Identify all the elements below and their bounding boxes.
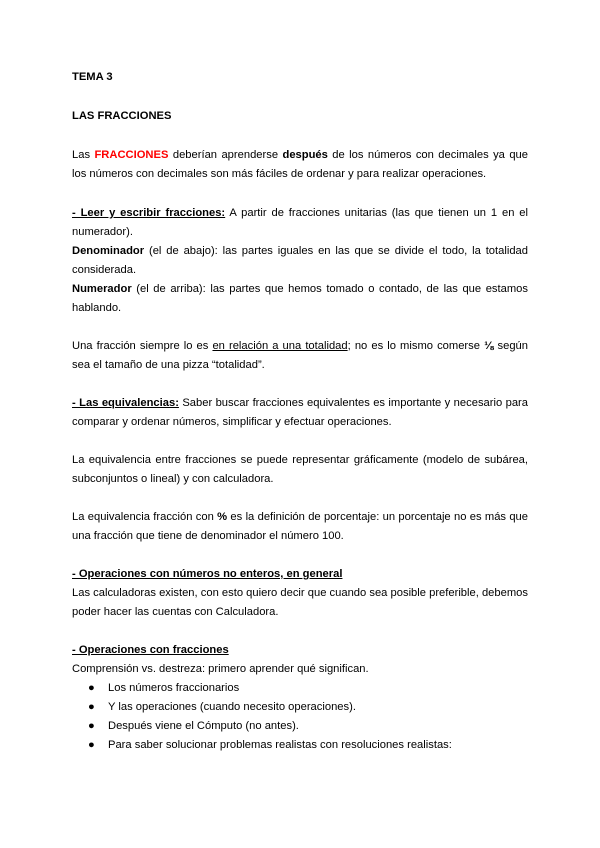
fracciones-highlight: FRACCIONES <box>94 149 169 161</box>
ops-fracciones-list <box>72 679 528 755</box>
numerador-term: Numerador <box>72 283 132 295</box>
numerador-text: (el de arriba): las partes que hemos tomado o contado, de las que estamos hablando. <box>72 283 528 314</box>
percent-symbol: % <box>217 511 228 523</box>
one-eighth-fraction: ⅛ <box>484 340 494 352</box>
equivalencia-grafica-paragraph: La equivalencia entre fracciones se puede representar gráficamente (modelo de subárea, subconjuntos o lineal) y con calculadora. <box>72 454 528 485</box>
leer-text: A partir de fracciones unitarias (las que tienen un 1 en el numerador). <box>72 207 528 238</box>
porcentaje-text-2: es la definición de porcentaje: un porcentaje no es más que una fracción que tiene de denominador el número 100. <box>72 511 528 542</box>
ops-fracciones-text: Comprensión vs. destreza: primero aprender qué significan. <box>72 663 369 675</box>
equivalencias-paragraph <box>72 394 528 432</box>
list-item <box>72 679 528 698</box>
intro-text-3: de los números con decimales ya que los números con decimales son más fáciles de ordenar y para realizar operaciones. <box>72 149 528 180</box>
ops-fracciones-heading <box>72 641 528 660</box>
equivalencias-heading: - Las equivalencias: <box>72 397 179 409</box>
porcentaje-text-1: La equivalencia fracción con <box>72 511 218 523</box>
relacion-underlined: en relación a una totalidad <box>212 340 348 352</box>
intro-text-1: Las <box>72 149 95 161</box>
intro-text-2: deberían aprenderse <box>168 149 283 161</box>
section-title: LAS FRACCIONES <box>72 110 172 122</box>
despues-bold: después <box>282 149 328 161</box>
ops-general-heading <box>72 565 528 584</box>
ops-general-text: Las calculadoras existen, con esto quiero decir que cuando sea posible preferible, debemos poder hacer las cuentas con Calculadora. <box>72 587 528 618</box>
numerador-paragraph <box>72 280 528 318</box>
list-item-text: Los números fraccionarios <box>108 682 240 694</box>
bullet-icon: ● <box>88 701 95 713</box>
porcentaje-paragraph <box>72 508 528 546</box>
list-item-text: Y las operaciones (cuando necesito operaciones). <box>108 701 356 713</box>
relacion-text-2: ; no es lo mismo comerse <box>347 340 485 352</box>
intro-paragraph <box>72 146 528 184</box>
section-number: TEMA 3 <box>72 71 113 83</box>
denominador-term: Denominador <box>72 245 145 257</box>
equivalencias-text: Saber buscar fracciones equivalentes es importante y necesario para comparar y ordenar números, simplificar y efectuar operaciones. <box>72 397 528 428</box>
list-item-text: Después viene el Cómputo (no antes). <box>108 720 299 732</box>
ops-fracciones-heading-text: - Operaciones con fracciones <box>72 644 229 656</box>
denominador-paragraph <box>72 242 528 280</box>
ops-general-heading-text: - Operaciones con números no enteros, en general <box>72 568 343 580</box>
list-item <box>72 736 528 755</box>
bullet-icon: ● <box>88 739 95 751</box>
denominador-text: (el de abajo): las partes iguales en las que se divide el todo, la totalidad considerada. <box>72 245 528 276</box>
list-item-text: Para saber solucionar problemas realistas con resoluciones realistas: <box>108 739 452 751</box>
relacion-text-1: Una fracción siempre lo es <box>72 340 213 352</box>
bullet-icon: ● <box>88 720 95 732</box>
relacion-paragraph <box>72 337 528 375</box>
list-item <box>72 717 528 736</box>
leer-paragraph <box>72 204 528 242</box>
relacion-text-3: según sea el tamaño de una pizza “totalidad”. <box>72 340 528 371</box>
leer-heading: - Leer y escribir fracciones: <box>72 207 226 219</box>
bullet-icon: ● <box>88 682 95 694</box>
list-item <box>72 698 528 717</box>
